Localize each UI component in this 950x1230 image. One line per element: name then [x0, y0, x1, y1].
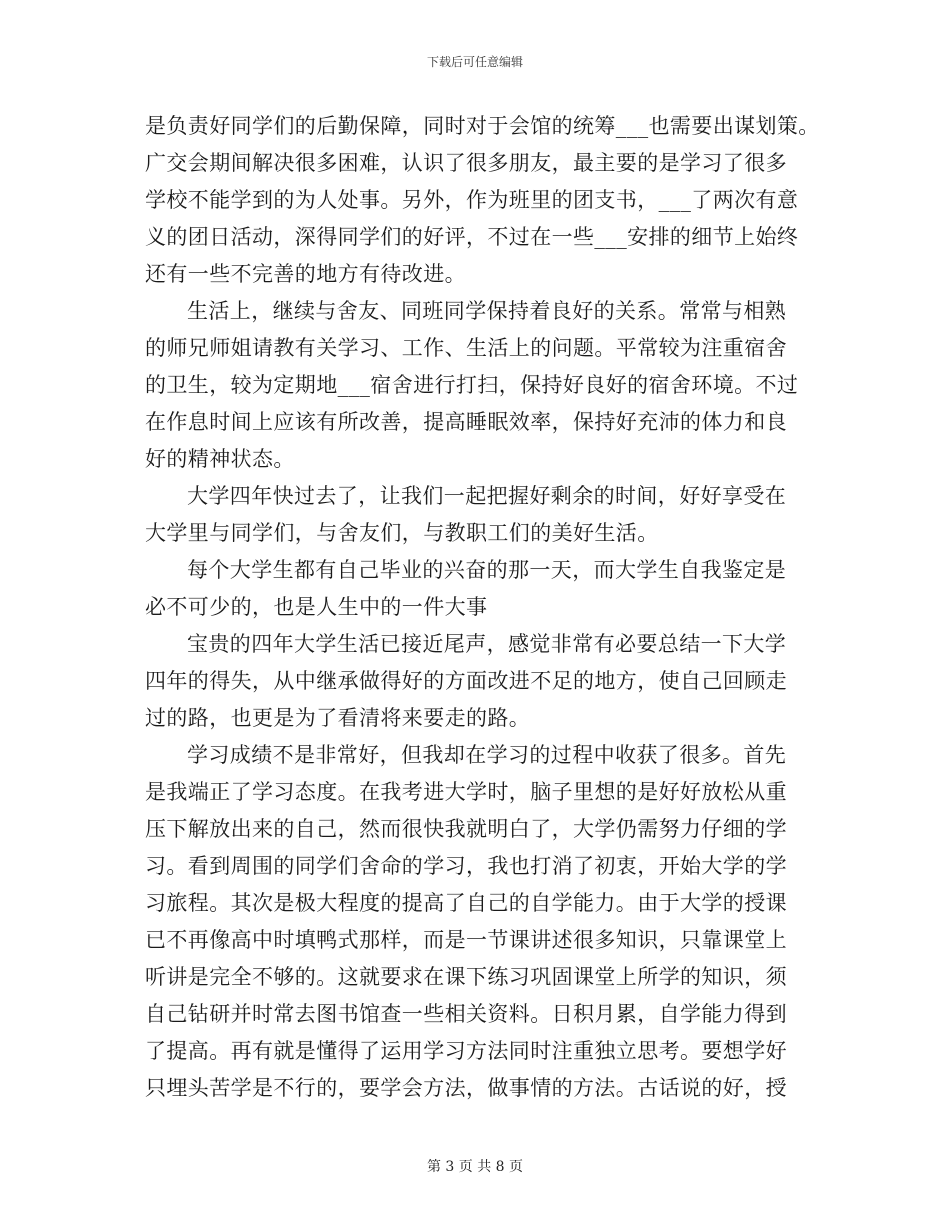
text-line: 义的团日活动，深得同学们的好评，不过在一些___安排的细节上始终 — [145, 225, 799, 249]
paragraph-start-line: 生活上，继续与舍友、同班同学保持着良好的关系。常常与相熟 — [187, 299, 787, 323]
page-header: 下载后可任意编辑 — [426, 55, 523, 69]
text-line: 了提高。再有就是懂得了运用学习方法同时注重独立思考。要想学好 — [145, 1039, 787, 1063]
paragraph-start-line: 大学四年快过去了，让我们一起把握好剩余的时间，好好享受在 — [187, 484, 787, 508]
text-line: 是负责好同学们的后勤保障，同时对于会馆的统筹___也需要出谋划策。 — [145, 114, 820, 138]
text-line: 在作息时间上应该有所改善，提高睡眠效率，保持好充沛的体力和良 — [145, 410, 787, 434]
text-line: 过的路，也更是为了看清将来要走的路。 — [145, 706, 531, 730]
text-line: 是我端正了学习态度。在我考进大学时，脑子里想的是好好放松从重 — [145, 780, 787, 804]
text-line: 大学里与同学们，与舍友们，与教职工们的美好生活。 — [145, 521, 659, 545]
text-line: 广交会期间解决很多困难，认识了很多朋友，最主要的是学习了很多 — [145, 151, 787, 175]
paragraph-start-line: 每个大学生都有自己毕业的兴奋的那一天，而大学生自我鉴定是 — [187, 558, 787, 582]
text-line: 的师兄师姐请教有关学习、工作、生活上的问题。平常较为注重宿舍 — [145, 336, 787, 360]
text-line: 习旅程。其次是极大程度的提高了自己的自学能力。由于大学的授课 — [145, 891, 787, 915]
text-line: 习。看到周围的同学们舍命的学习，我也打消了初衷，开始大学的学 — [145, 854, 787, 878]
text-line: 四年的得失，从中继承做得好的方面改进不足的地方，使自己回顾走 — [145, 669, 787, 693]
text-line: 学校不能学到的为人处事。另外，作为班里的团支书，___了两次有意 — [145, 188, 799, 212]
text-line: 已不再像高中时填鸭式那样，而是一节课讲述很多知识，只靠课堂上 — [145, 928, 787, 952]
text-line: 只埋头苦学是不行的，要学会方法，做事情的方法。古话说的好，授 — [145, 1076, 787, 1100]
document-body — [145, 108, 820, 1107]
text-line: 的卫生，较为定期地___宿舍进行打扫，保持好良好的宿舍环境。不过 — [145, 373, 799, 397]
text-line: 听讲是完全不够的。这就要求在课下练习巩固课堂上所学的知识，须 — [145, 965, 787, 989]
text-line: 还有一些不完善的地方有待改进。 — [145, 262, 466, 286]
text-line: 压下解放出来的自己，然而很快我就明白了，大学仍需努力仔细的学 — [145, 817, 787, 841]
text-line: 好的精神状态。 — [145, 447, 295, 471]
paragraph-start-line: 宝贵的四年大学生活已接近尾声，感觉非常有必要总结一下大学 — [187, 632, 787, 656]
text-line: 自己钻研并时常去图书馆查一些相关资料。日积月累，自学能力得到 — [145, 1002, 787, 1026]
text-line: 必不可少的，也是人生中的一件大事 — [145, 595, 488, 619]
paragraph-start-line: 学习成绩不是非常好，但我却在学习的过程中收获了很多。首先 — [187, 743, 787, 767]
page-number-footer: 第 3 页 共 8 页 — [426, 1159, 524, 1175]
